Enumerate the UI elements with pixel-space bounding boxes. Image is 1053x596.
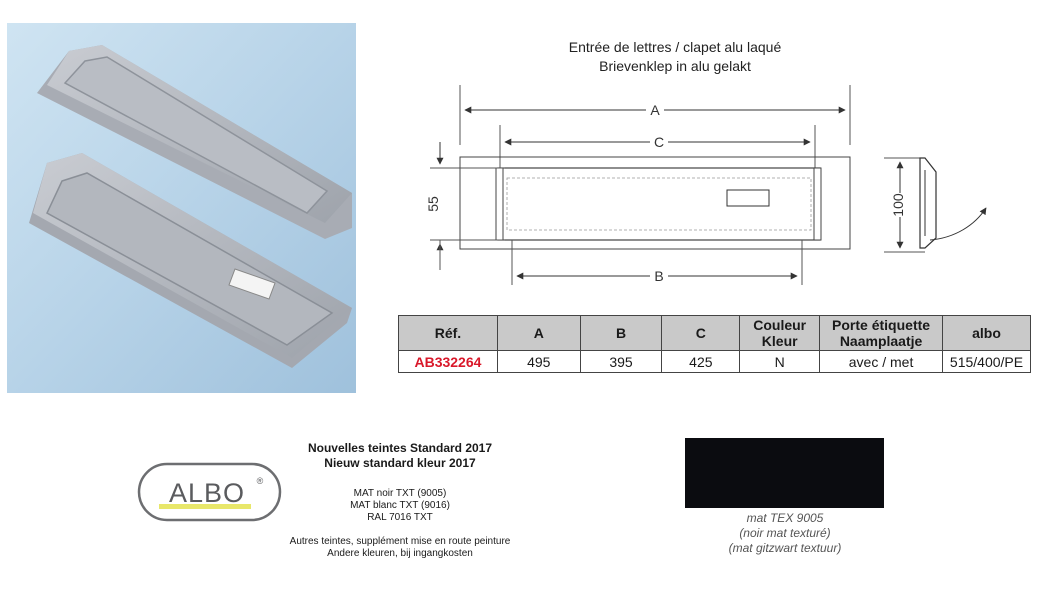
dim-height-label: 55 — [425, 196, 441, 212]
col-header-albo: albo — [942, 316, 1030, 351]
col-header-c: C — [662, 316, 740, 351]
logo-text: ALBO — [168, 478, 246, 508]
finish-item: MAT noir TXT (9005) — [353, 488, 447, 499]
opening-arrow — [930, 208, 986, 240]
swatch-caption-line: (noir mat texturé) — [739, 526, 831, 540]
dim-b-label: B — [654, 268, 664, 284]
label-holder-slot — [727, 190, 769, 206]
cell-c: 425 — [662, 351, 740, 373]
flap-frame — [498, 168, 820, 240]
finish-item: RAL 7016 TXT — [367, 512, 433, 523]
new-colours-title-fr: Nouvelles teintes Standard 2017 — [307, 441, 493, 455]
col-header-colour: Couleur Kleur — [740, 316, 820, 351]
new-colours-block — [250, 441, 550, 560]
new-colours-title-nl: Nieuw standard kleur 2017 — [324, 456, 476, 470]
spec-table — [398, 315, 1031, 373]
finish-item: MAT blanc TXT (9016) — [350, 500, 450, 511]
dim-a-label: A — [650, 102, 660, 118]
diagram-title — [495, 38, 855, 76]
cell-ref: AB332264 — [399, 351, 498, 373]
cell-b: 395 — [580, 351, 662, 373]
outer-plate — [460, 157, 850, 249]
swatch-caption-line: (mat gitzwart textuur) — [728, 541, 842, 555]
col-header-a: A — [497, 316, 580, 351]
side-profile — [920, 158, 936, 248]
cell-a: 495 — [497, 351, 580, 373]
table-header-row — [399, 316, 1031, 351]
note-fr: Autres teintes, supplément mise en route peinture — [289, 536, 511, 547]
col-header-label-holder: Porte étiquette Naamplaatje — [820, 316, 943, 351]
cell-colour: N — [740, 351, 820, 373]
note-nl: Andere kleuren, bij ingangkosten — [327, 548, 473, 559]
col-header-ref: Réf. — [399, 316, 498, 351]
colour-swatch — [685, 438, 884, 508]
cell-label-holder: avec / met — [820, 351, 943, 373]
table-row — [399, 351, 1031, 373]
registered-mark: ® — [256, 476, 264, 486]
swatch-caption-line: mat TEX 9005 — [746, 511, 824, 525]
swatch-caption — [645, 511, 925, 556]
diagram-title-nl: Brievenklep in alu gelakt — [599, 58, 751, 74]
col-header-b: B — [580, 316, 662, 351]
product-photo — [7, 23, 356, 393]
cell-albo: 515/400/PE — [942, 351, 1030, 373]
diagram-title-fr: Entrée de lettres / clapet alu laqué — [568, 39, 782, 55]
dim-depth-label: 100 — [890, 193, 906, 217]
technical-drawing — [410, 80, 1030, 290]
dim-c-label: C — [653, 134, 665, 150]
